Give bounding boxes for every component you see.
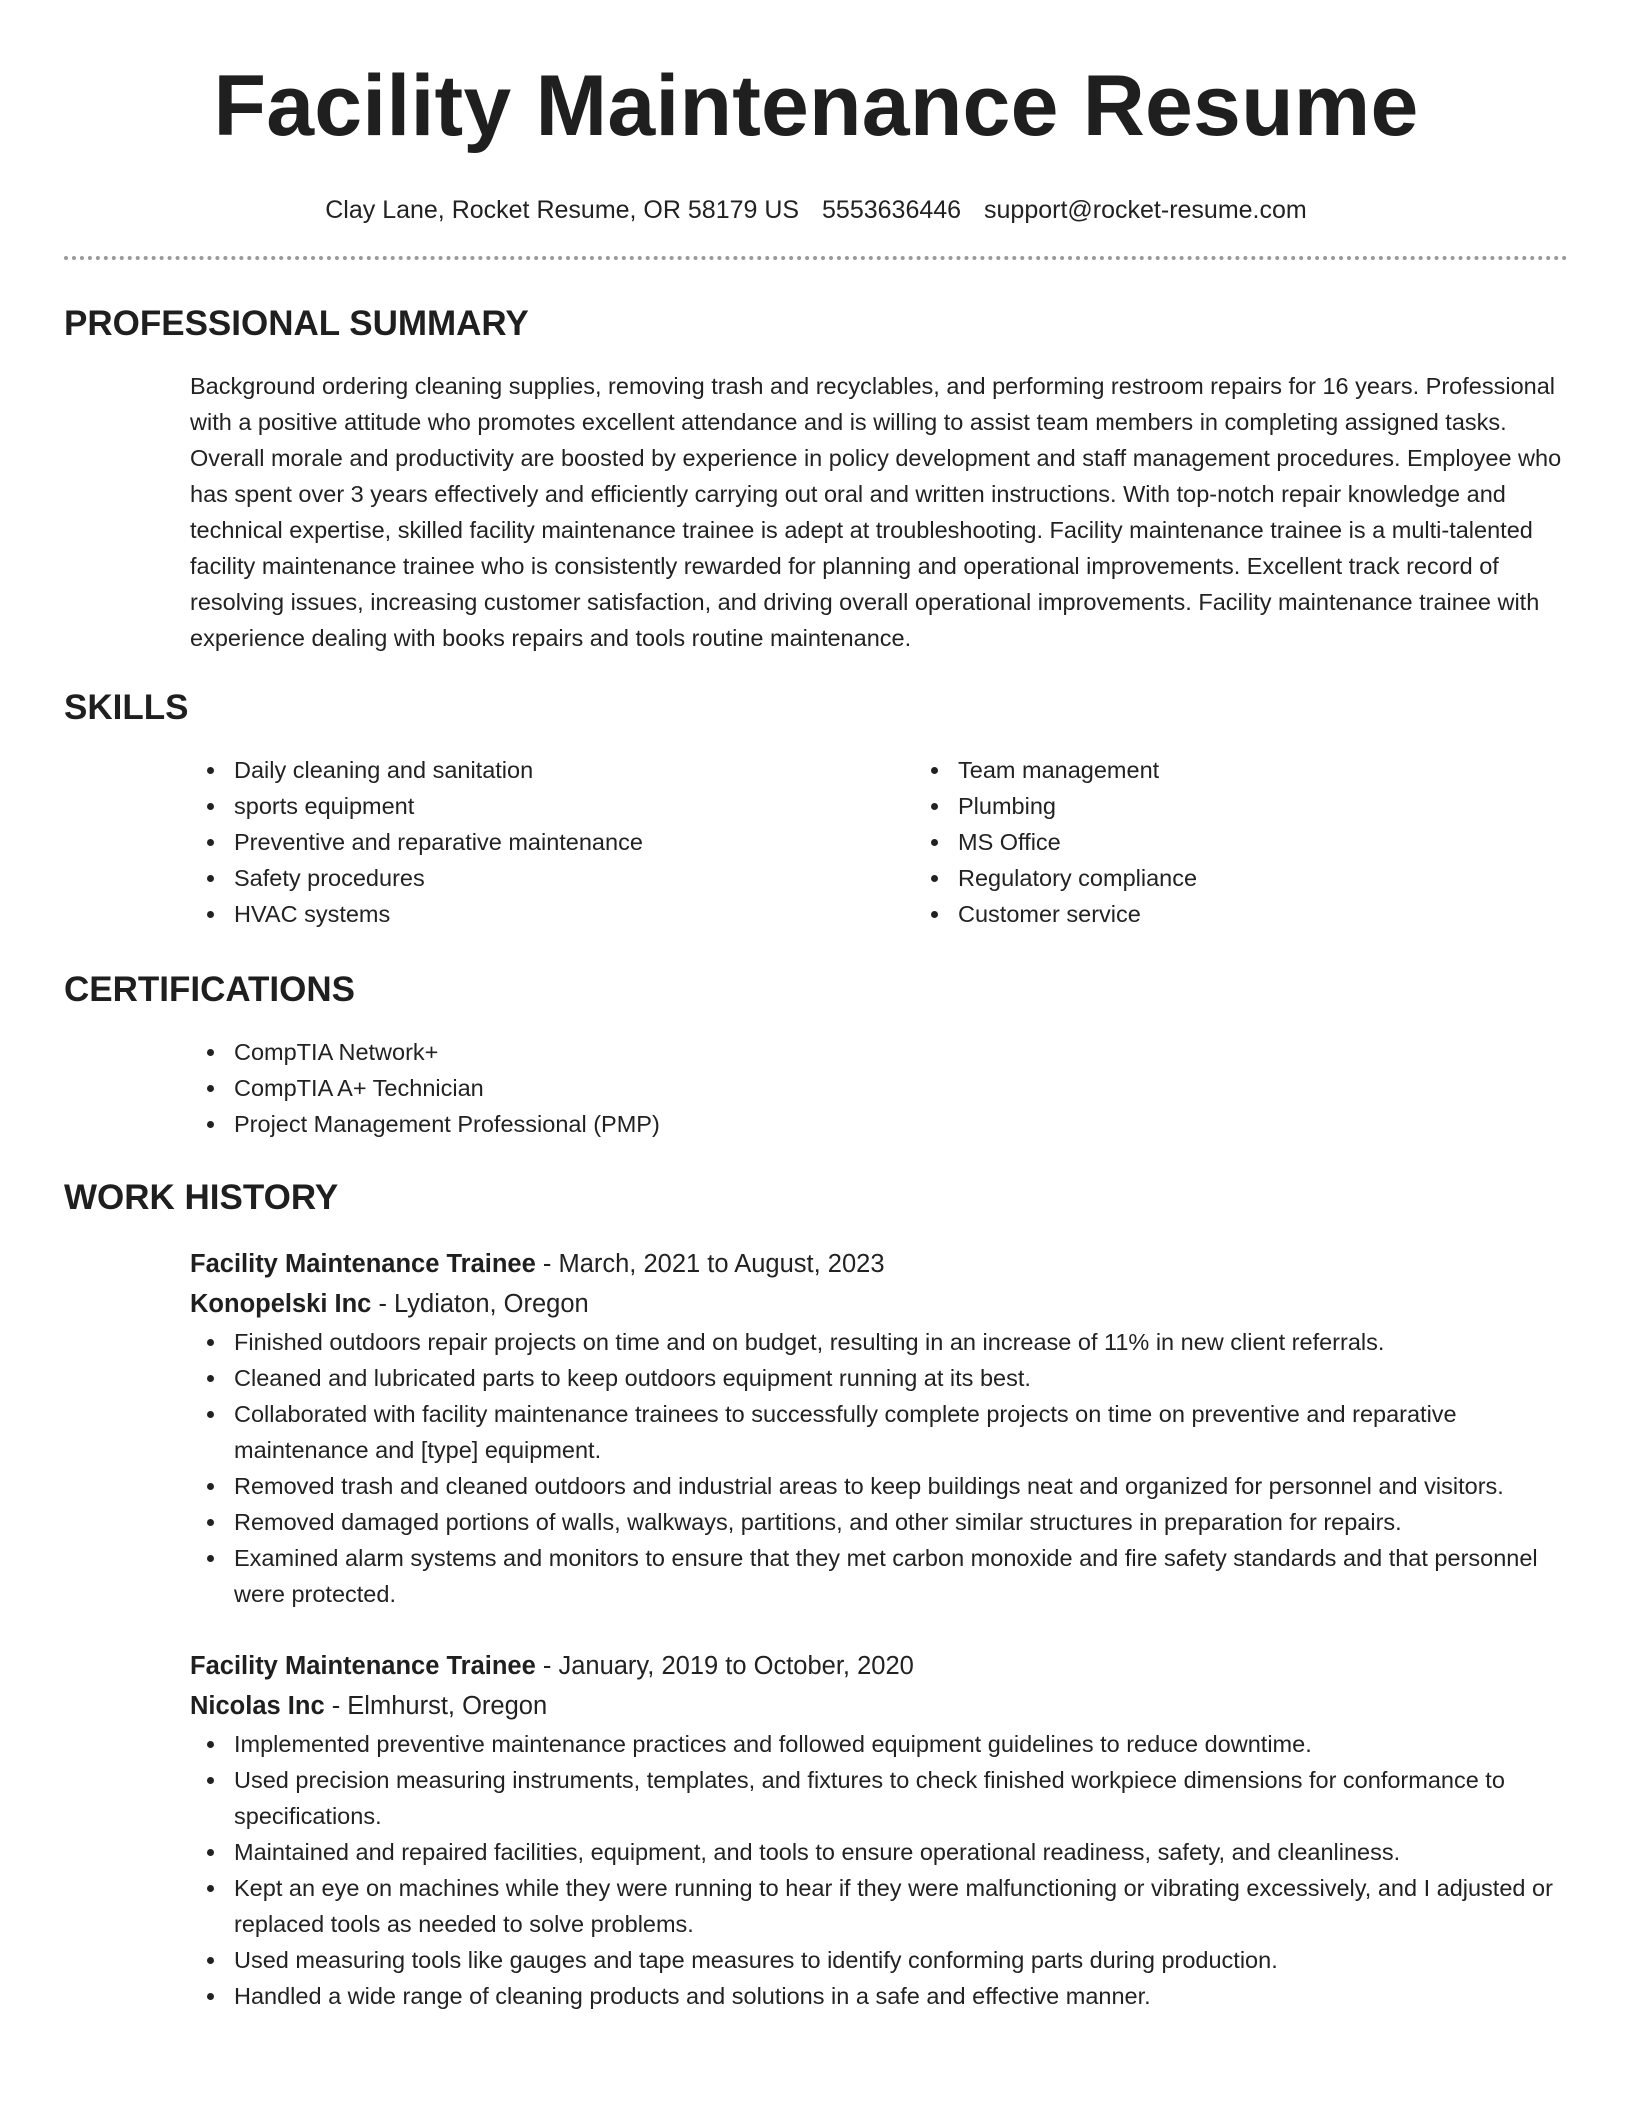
skill-item: Team management — [958, 752, 1197, 788]
job-entry — [64, 1646, 1568, 2014]
job-duty-item: Removed trash and cleaned outdoors and industrial areas to keep buildings neat and organized for personnel and visitors. — [234, 1468, 1568, 1504]
certification-item: Project Management Professional (PMP) — [234, 1106, 1568, 1142]
job-title-line — [190, 1244, 1568, 1284]
summary-paragraph: Background ordering cleaning supplies, removing trash and recyclables, and performing restroom repairs for 16 years. Professional with a positive attitude who promotes excellent attendance and is willing to assist team members in completing assigned tasks. Overall morale and productivity are boosted by experience in policy development and staff management procedures. Employee who has spent over 3 years effectively and efficiently carrying out oral and written instructions. With top-notch repair knowledge and technical expertise, skilled facility maintenance trainee is adept at troubleshooting. Facility maintenance trainee is a multi-talented facility maintenance trainee who is consistently rewarded for planning and operational improvements. Excellent track record of resolving issues, increasing customer satisfaction, and driving overall operational improvements. Facility maintenance trainee with experience dealing with books repairs and tools routine maintenance. — [190, 373, 1562, 651]
address-text: Clay Lane, Rocket Resume, OR 58179 US — [325, 196, 800, 224]
section-heading: PROFESSIONAL SUMMARY — [64, 304, 529, 343]
job-location: - Elmhurst, Oregon — [324, 1692, 548, 1720]
skill-item: Preventive and reparative maintenance — [234, 824, 914, 860]
job-duty-item: Used measuring tools like gauges and tape measures to identify conforming parts during production. — [234, 1942, 1568, 1978]
company-name: Konopelski Inc — [190, 1290, 372, 1318]
job-duty-item: Implemented preventive maintenance practices and followed equipment guidelines to reduce downtime. — [234, 1726, 1568, 1762]
job-entry — [64, 1244, 1568, 1612]
job-title: Facility Maintenance Trainee — [190, 1250, 536, 1278]
skills-left-column — [190, 752, 914, 932]
job-duty-item: Finished outdoors repair projects on time and on budget, resulting in an increase of 11% in new client referrals. — [234, 1324, 1568, 1360]
job-location: - Lydiaton, Oregon — [371, 1290, 589, 1318]
section-heading: WORK HISTORY — [64, 1178, 339, 1217]
section-heading: CERTIFICATIONS — [64, 970, 356, 1009]
job-duty-item: Handled a wide range of cleaning products and solutions in a safe and effective manner. — [234, 1978, 1568, 2014]
job-dates: - January, 2019 to October, 2020 — [535, 1652, 914, 1680]
header-divider — [64, 256, 1568, 260]
section-heading: SKILLS — [64, 688, 189, 727]
job-company-line — [190, 1284, 1568, 1324]
skill-item: MS Office — [958, 824, 1197, 860]
email-text: support@rocket-resume.com — [984, 196, 1307, 224]
skill-item: Plumbing — [958, 788, 1197, 824]
skill-item: Customer service — [958, 896, 1197, 932]
certifications-list — [190, 1034, 1568, 1142]
certification-item: CompTIA Network+ — [234, 1034, 1568, 1070]
job-duty-item: Examined alarm systems and monitors to ensure that they met carbon monoxide and fire safety standards and that personnel were protected. — [234, 1540, 1568, 1612]
job-title: Facility Maintenance Trainee — [190, 1652, 536, 1680]
certifications-section — [64, 968, 1568, 1142]
skill-item: Daily cleaning and sanitation — [234, 752, 914, 788]
job-duty-item: Kept an eye on machines while they were running to hear if they were malfunctioning or vibrating excessively, and I adjusted or replaced tools as needed to solve problems. — [234, 1870, 1568, 1942]
skills-grid — [64, 752, 1568, 932]
work-history-section — [64, 1176, 1568, 2014]
job-dates: - March, 2021 to August, 2023 — [535, 1250, 885, 1278]
job-duty-item: Removed damaged portions of walls, walkways, partitions, and other similar structures in preparation for repairs. — [234, 1504, 1568, 1540]
skill-item: Safety procedures — [234, 860, 914, 896]
job-title-line — [190, 1646, 1568, 1686]
skills-right-column — [914, 752, 1197, 932]
job-duty-item: Used precision measuring instruments, templates, and fixtures to check finished workpiece dimensions for conformance to specifications. — [234, 1762, 1568, 1834]
resume-title: Facility Maintenance Resume — [213, 58, 1419, 154]
job-duty-item: Cleaned and lubricated parts to keep outdoors equipment running at its best. — [234, 1360, 1568, 1396]
skills-section — [64, 686, 1568, 932]
contact-info — [64, 194, 1568, 226]
professional-summary-section — [64, 302, 1568, 656]
job-duties-list — [190, 1324, 1568, 1612]
certification-item: CompTIA A+ Technician — [234, 1070, 1568, 1106]
phone-text: 5553636446 — [822, 196, 962, 224]
skill-item: HVAC systems — [234, 896, 914, 932]
skill-item: sports equipment — [234, 788, 914, 824]
job-company-line — [190, 1686, 1568, 1726]
job-duties-list — [190, 1726, 1568, 2014]
skill-item: Regulatory compliance — [958, 860, 1197, 896]
job-duty-item: Collaborated with facility maintenance trainees to successfully complete projects on time on preventive and reparative maintenance and [type] equipment. — [234, 1396, 1568, 1468]
company-name: Nicolas Inc — [190, 1692, 325, 1720]
job-duty-item: Maintained and repaired facilities, equipment, and tools to ensure operational readiness, safety, and cleanliness. — [234, 1834, 1568, 1870]
